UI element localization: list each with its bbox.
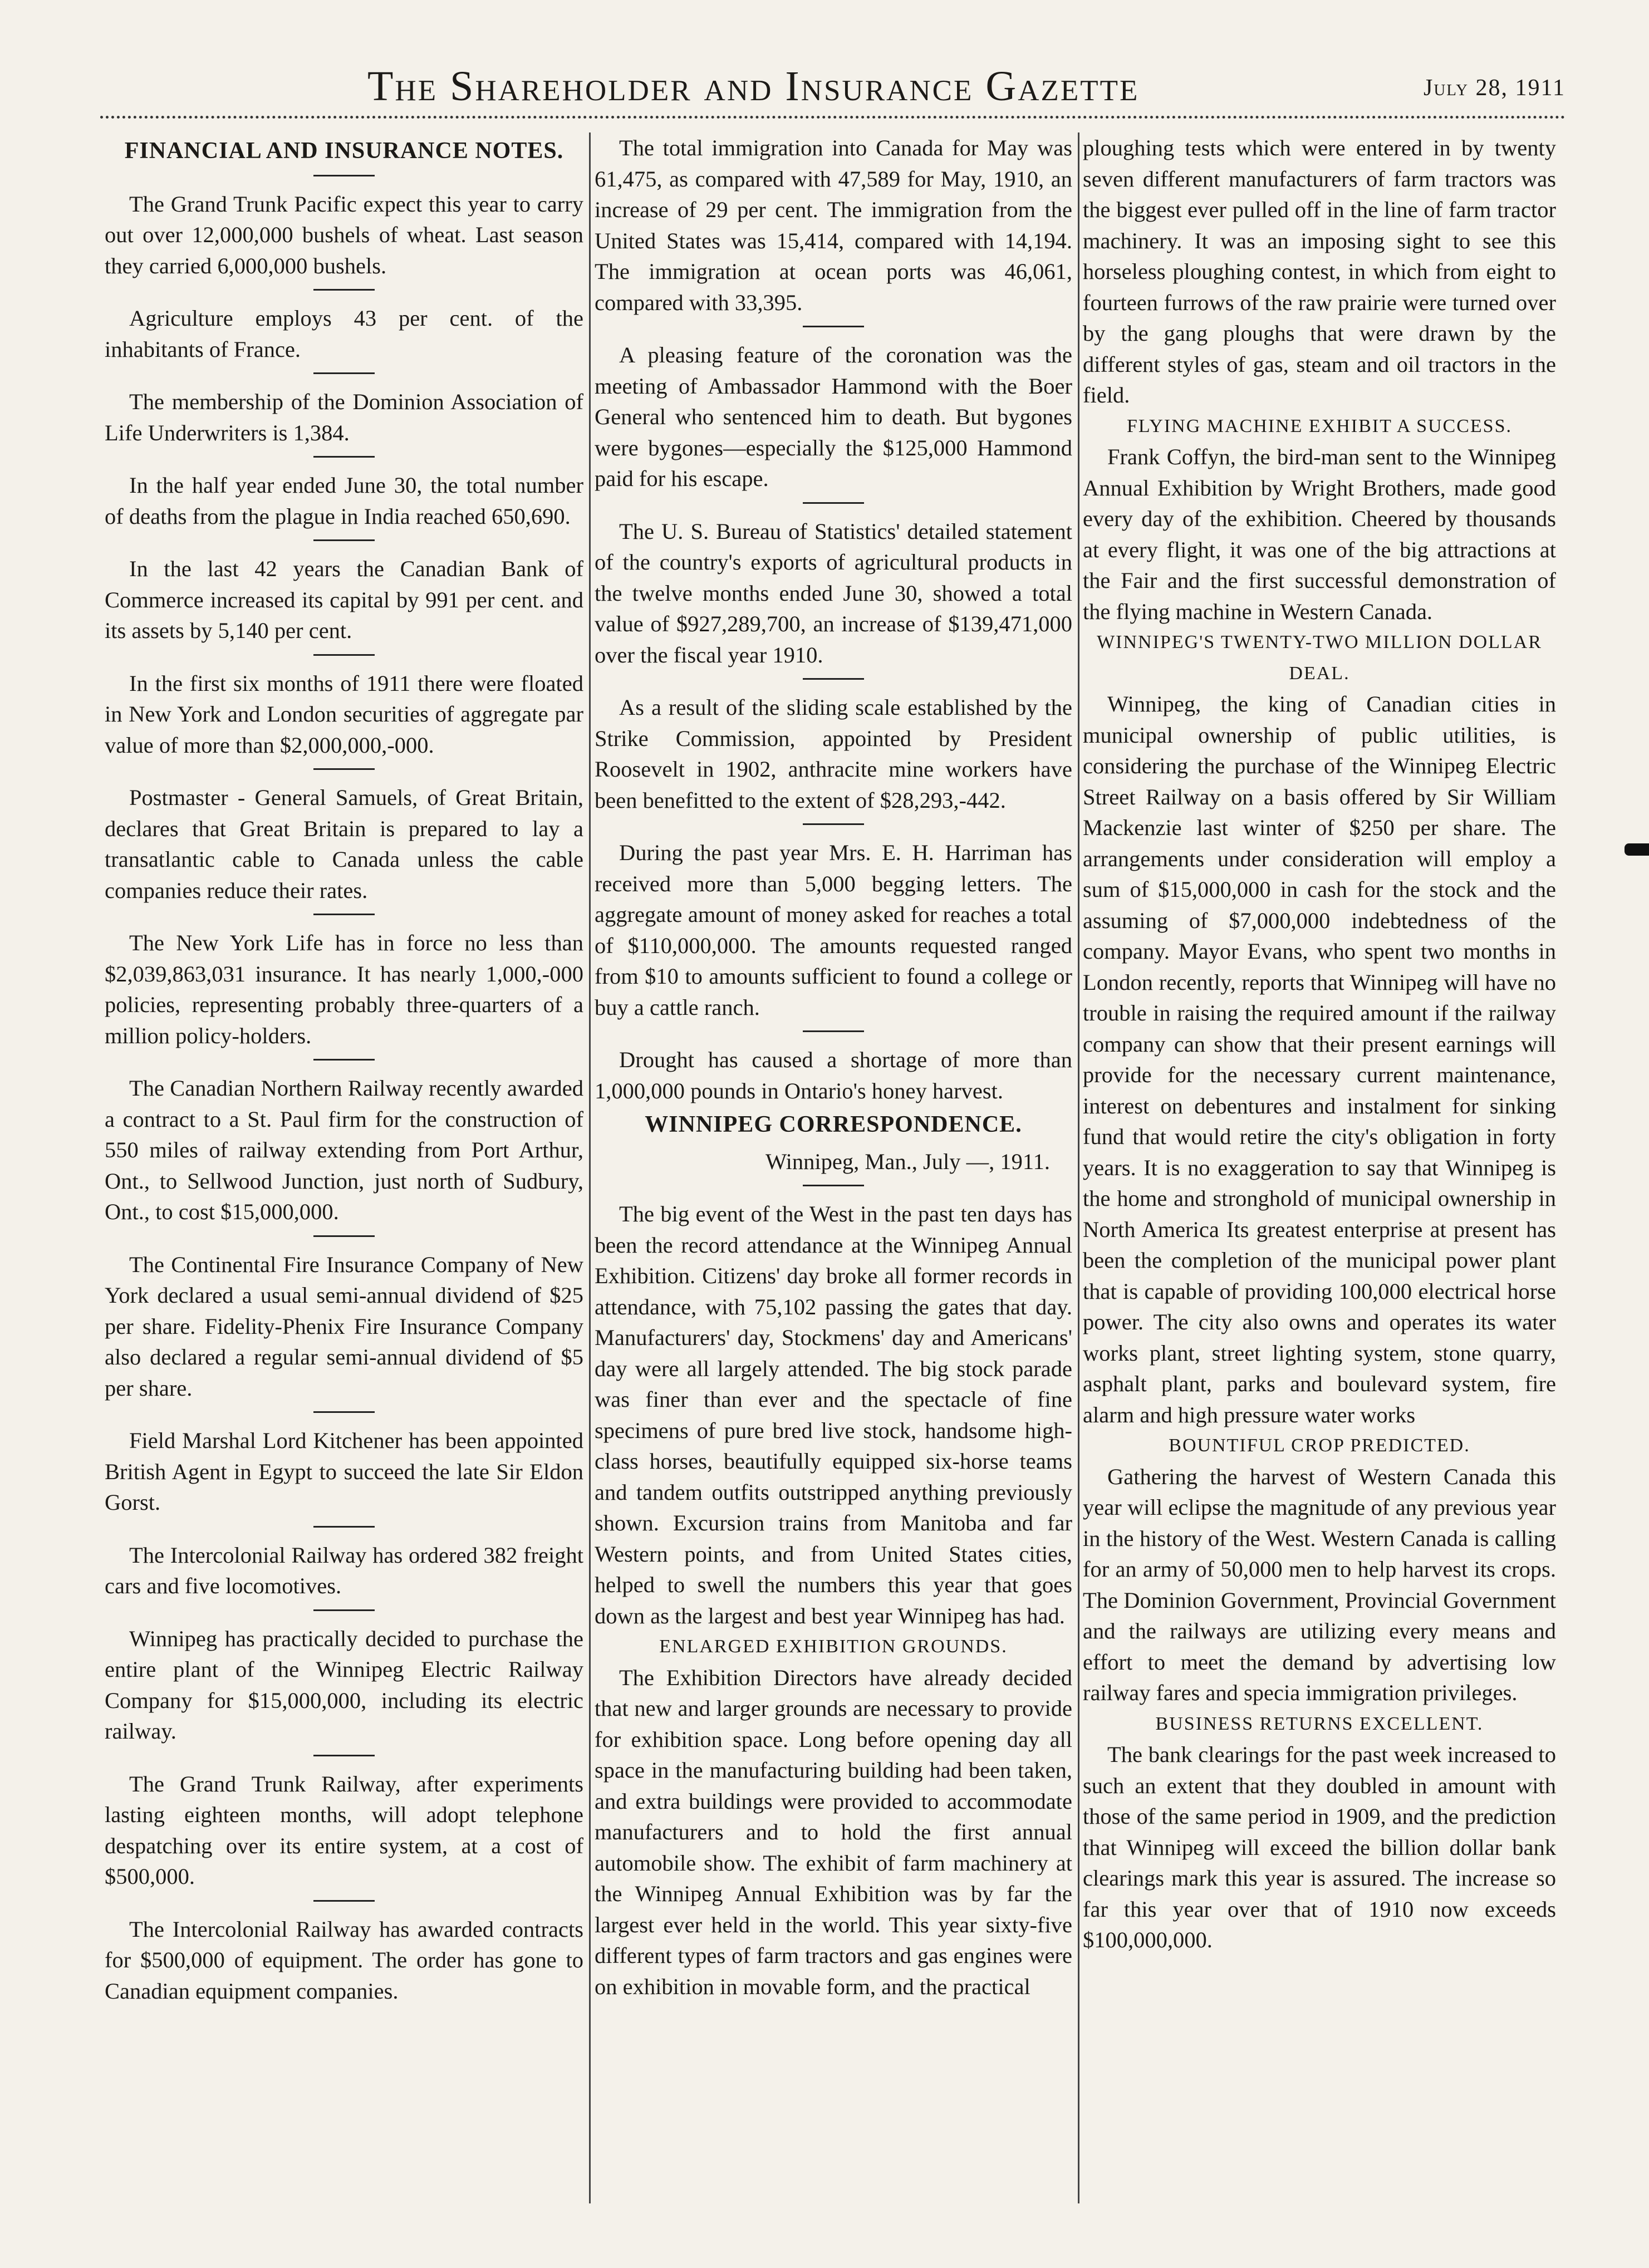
article-subheading: WINNIPEG'S TWENTY-TWO MILLION DOLLAR DEAL. — [1097, 632, 1542, 684]
column-1 — [105, 132, 583, 2006]
news-item: The total immigration into Canada for May was 61,475, as compared with 47,589 for May, 1910, an increase of 29 per cent. The immigration from the United States was 15,414, compared with 14,194. The immigration at ocean ports was 46,061, compared with 33,395. — [595, 135, 1072, 315]
news-item: Drought has caused a shortage of more than 1,000,000 pounds in Ontario's honey harvest. — [595, 1047, 1072, 1103]
separator — [313, 1755, 375, 1756]
column-rule — [589, 132, 591, 2203]
news-item: The Continental Fire Insurance Company of New York declared a usual semi-annual dividend of $25 per share. Fidelity-Phenix Fire Insurance Company also declared a regular semi-annual dividend of $5 per share. — [105, 1251, 583, 1401]
masthead — [100, 62, 1588, 112]
correspondence-heading: WINNIPEG CORRESPONDENCE. — [645, 1112, 1022, 1137]
news-item: The Grand Trunk Pacific expect this year to carry out over 12,000,000 bushels of wheat. Last season they carried 6,000,000 bushels. — [105, 191, 583, 278]
article-subheading: BOUNTIFUL CROP PREDICTED. — [1169, 1435, 1470, 1456]
page-edge-mark — [1625, 843, 1649, 856]
column-2 — [595, 132, 1072, 2002]
article-subheading: FLYING MACHINE EXHIBIT A SUCCESS. — [1127, 415, 1512, 436]
issue-date: July 28, 1911 — [1424, 75, 1565, 101]
article-subheading: ENLARGED EXHIBITION GROUNDS. — [659, 1636, 1008, 1657]
article-paragraph: The bank clearings for the past week increased to such an extent that they doubled in amount with those of the same period in 1909, and the prediction that Winnipeg will exceed the billion dollar bank clearings mark this year is assured. The increase so far this year over that of 1910 now exceeds $100,000,000. — [1083, 1742, 1556, 1952]
separator — [313, 289, 375, 291]
article-paragraph: The big event of the West in the past ten days has been the record attendance at the Winnipeg Annual Exhibition. Citizens' day broke all former records in attendance, with 75,102 passing the gates that day. Manufacturers' day, Stockmens' day and Americans' day were all largely attended. The big stock parade was finer than ever and the spectacle of fine specimens of pure bred live stock, handsome high-class horses, beautifully equipped six-horse teams and tandem outfits outstripped anything previously shown. Excursion trains from Manitoba and far Western points, and from United States cities, helped to swell the numbers this year that goes down as the largest and best year Winnipeg has had. — [595, 1201, 1072, 1628]
separator — [313, 372, 375, 374]
separator — [313, 914, 375, 915]
dateline: Winnipeg, Man., July —, 1911. — [765, 1148, 1050, 1174]
masthead-rule — [100, 116, 1565, 119]
separator — [803, 502, 864, 504]
separator — [803, 1185, 864, 1186]
separator — [803, 326, 864, 327]
news-item: During the past year Mrs. E. H. Harriman has received more than 5,000 begging letters. The aggregate amount of money asked for reaches a total of $110,000,000. The amounts requested ranged from $10 to amounts sufficient to found a college or buy a cattle ranch. — [595, 840, 1072, 1020]
article-subheading: BUSINESS RETURNS EXCELLENT. — [1155, 1713, 1484, 1734]
separator — [313, 1900, 375, 1902]
article-paragraph: The Exhibition Directors have already decided that new and larger grounds are necessary to provide for exhibition space. Long before opening day all space in the manufacturing building had been taken, and extra buildings were provided to accommodate manufacturers and to hold the first annual automobile show. The exhibit of farm machinery at the Winnipeg Annual Exhibition was by far the largest ever held in the world. This year sixty-five different types of farm tractors and gas engines were on exhibition in movable form, and the practical — [595, 1665, 1072, 1999]
column-rule — [1078, 132, 1079, 2203]
separator — [313, 456, 375, 458]
column-3 — [1083, 132, 1556, 1956]
separator — [313, 654, 375, 656]
separator — [313, 175, 375, 176]
news-item: A pleasing feature of the coronation was the meeting of Ambassador Hammond with the Boer General who sentenced him to death. But bygones were bygones—especially the $125,000 Hammond paid for his escape. — [595, 342, 1072, 491]
article-paragraph: Winnipeg, the king of Canadian cities in municipal ownership of public utilities, is considering the purchase of the Winnipeg Electric Street Railway on a basis offered by Sir William Mackenzie last winter of $250 per share. The arrangements under consideration will employ a sum of $15,000,000 in cash for the stock and the assuming of $7,000,000 indebtedness of the company. Mayor Evans, who spent two months in London recently, reports that Winnipeg will have no trouble in raising the required amount if the railway company can show that their present earnings will provide for the necessary current maintenance, interest on debentures and instalment for sinking fund that would retire the city's obligation in forty years. It is no exaggeration to say that Winnipeg is the home and stronghold of municipal ownership in North America Its greatest enterprise at present has been the completion of the municipal power plant that is capable of providing 100,000 electrical horse power. The city also owns and operates its water works plant, street lighting system, stone quarry, asphalt plant, parks and boulevard system, fire alarm and high pressure water works — [1083, 691, 1556, 1427]
news-item: The New York Life has in force no less than $2,039,863,031 insurance. It has nearly 1,000,-000 policies, representing probably three-quarters of a million policy-holders. — [105, 930, 583, 1048]
news-item: Winnipeg has practically decided to purchase the entire plant of the Winnipeg Electric Railway Company for $15,000,000, including its electric railway. — [105, 1626, 583, 1744]
separator — [313, 539, 375, 541]
news-item: The Intercolonial Railway has ordered 382 freight cars and five locomotives. — [105, 1542, 583, 1598]
news-item: In the last 42 years the Canadian Bank of Commerce increased its capital by 991 per cent. and its assets by 5,140 per cent. — [105, 556, 583, 643]
news-item: Field Marshal Lord Kitchener has been appointed British Agent in Egypt to succeed the late Sir Eldon Gorst. — [105, 1428, 583, 1515]
newspaper-title: The Shareholder and Insurance Gazette — [367, 63, 1140, 110]
news-item: The Intercolonial Railway has awarded contracts for $500,000 of equipment. The order has gone to Canadian equipment companies. — [105, 1916, 583, 2004]
news-item: Postmaster - General Samuels, of Great Britain, declares that Great Britain is prepared to lay a transatlantic cable to Canada unless the cable companies reduce their rates. — [105, 785, 583, 903]
news-item: In the first six months of 1911 there were floated in New York and London securities of aggregate par value of more than $2,000,000,-000. — [105, 670, 583, 758]
separator — [313, 1059, 375, 1061]
article-paragraph: Gathering the harvest of Western Canada this year will eclipse the magnitude of any previous year in the history of the West. Western Canada is calling for an army of 50,000 men to help harvest its crops. The Dominion Government, Provincial Government and the railways are utilizing every means and effort to meet the demand by advertising low railway fares and specia immigration privileges. — [1083, 1464, 1556, 1705]
article-paragraph: ploughing tests which were entered in by twenty seven different manufacturers of farm tractors was the biggest ever pulled off in the line of farm tractor machinery. It was an imposing sight to see this horseless ploughing contest, in which from eight to fourteen furrows of the raw prairie were turned over by the gang ploughs that were drawn by the different styles of gas, steam and oil tractors in the field. — [1083, 135, 1556, 408]
news-item: As a result of the sliding scale established by the Strike Commission, appointed by President Roosevelt in 1902, anthracite mine workers have been benefitted to the extent of $28,293,-442. — [595, 695, 1072, 813]
news-item: The Canadian Northern Railway recently awarded a contract to a St. Paul firm for the construction of 550 miles of railway extending from Port Arthur, Ont., to Sellwood Junction, just north of Sudbury, Ont., to cost $15,000,000. — [105, 1076, 583, 1224]
separator — [803, 1030, 864, 1032]
separator — [313, 1526, 375, 1528]
news-item: The U. S. Bureau of Statistics' detailed statement of the country's exports of agricultural products in the twelve months ended June 30, showed a total value of $927,289,700, an increase of $139,471,000 over the fiscal year 1910. — [595, 518, 1072, 667]
separator — [313, 1411, 375, 1413]
news-item: Agriculture employs 43 per cent. of the inhabitants of France. — [105, 306, 583, 362]
separator — [313, 768, 375, 770]
separator — [313, 1235, 375, 1237]
article-paragraph: Frank Coffyn, the bird-man sent to the Winnipeg Annual Exhibition by Wright Brothers, made good every day of the exhibition. Cheered by thousands at every flight, it was one of the big attractions at the Fair and the first successful demonstration of the flying machine in Western Canada. — [1083, 444, 1556, 624]
separator — [803, 823, 864, 825]
section-heading: FINANCIAL AND INSURANCE NOTES. — [124, 138, 564, 164]
separator — [313, 1609, 375, 1611]
news-item: The Grand Trunk Railway, after experiments lasting eighteen months, will adopt telephone despatching over its entire system, at a cost of $500,000. — [105, 1771, 583, 1889]
news-item: The membership of the Dominion Association of Life Underwriters is 1,384. — [105, 389, 583, 445]
news-item: In the half year ended June 30, the total number of deaths from the plague in India reached 650,690. — [105, 473, 583, 529]
separator — [803, 678, 864, 680]
